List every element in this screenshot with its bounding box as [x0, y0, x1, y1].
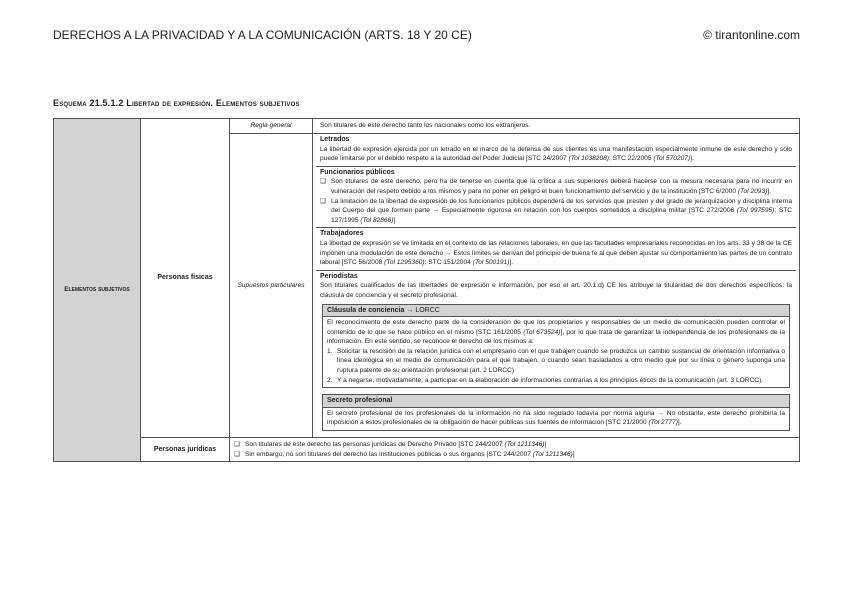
periodistas-text: Son titulares cualificados de las libertades de expresión e información, por eso el art. 20.1.d) CE les atribuye la titularidad de dos derechos específicos: la cláusula de conciencia y el secreto profesional.: [320, 282, 792, 299]
text: ; STC 151/2004: [424, 259, 473, 267]
text: Son titulares de este derecho las personas jurídicas de Derecho Privado [STC 244/2007: [245, 441, 505, 449]
clausula-title: Cláusula de conciencia: [327, 306, 405, 314]
reference: (Tol 1295360): [384, 259, 425, 267]
personas-fisicas-cell: Personas físicas: [141, 119, 230, 438]
text: ].: [767, 187, 771, 195]
text: La limitación de la libertad de expresión de los funcionarios públicos dependerá de los servicios que presten y del grado de jerarquización y disciplina interna del Cuerpo del que formen parte → Especialmente rigurosa en relación con los cuerpos sometidos a disciplina militar [STC 272/2006: [331, 197, 792, 215]
secreto-box: [322, 394, 790, 431]
reference: (Tol 2777): [648, 419, 678, 427]
reference: (Tol 500191): [472, 259, 510, 267]
trabajadores-block: [316, 228, 796, 270]
schema-table: [53, 118, 800, 462]
letrados-text: La libertad de expresión ejercida por un letrado en el marco de la defensa de sus clientes es una manifestación especialmente inmune de este derecho y sólo puede limitarse por el debido respeto a la autoridad del Poder Judicial [STC 24/2007: [320, 145, 792, 163]
list-item: [327, 376, 785, 386]
running-header-copyright: © tirantonline.com: [703, 28, 800, 42]
text: ].: [677, 419, 682, 427]
secreto-title: Secreto profesional: [327, 397, 393, 405]
text: ]: [393, 216, 396, 224]
item-text: Y a negarse, motivadamente, a participar en la elaboración de informaciones contrarias a los principios éticos de la comunicación (art. 3 LORCC).: [337, 376, 764, 384]
checkbox-bullet-icon: ❑: [234, 450, 240, 458]
elementos-subjetivos-cell: Elementos subjetivos: [54, 119, 141, 462]
funcionarios-title: Funcionarios públicos: [320, 168, 395, 176]
reference: (Tol 2093): [737, 187, 768, 195]
list-item: [320, 177, 792, 196]
checkbox-bullet-icon: ❑: [320, 197, 326, 205]
list-item: [327, 347, 785, 376]
text: El secreto profesional de los profesionales de la información no ha sido regulado todavía por norma alguna → No obstante, este derecho prohibiría la imposición a estos profesionales de la obligación de hacer públicas sus fuentes de información [STC 21/2000: [327, 409, 785, 427]
text: Sin embargo, no son titulares del derecho las instituciones públicas o sus órganos [STC 244/2007: [245, 450, 533, 458]
text: ].: [690, 155, 694, 163]
funcionarios-block: [316, 167, 796, 229]
checkbox-bullet-icon: ❑: [234, 441, 240, 449]
reference: (Tol 570207): [653, 155, 691, 163]
regla-general-label: Regla general: [230, 119, 313, 134]
letrados-title: Letrados: [320, 136, 350, 143]
item-number: 1.: [327, 347, 333, 355]
periodistas-block: [316, 271, 796, 437]
personas-juridicas-cell: Personas jurídicas: [141, 438, 230, 462]
item-text: Solicitar la rescisión de la relación jurídica con el empresario con el que trabajen cuando se produzca un cambio sustancial de orientación informativa o línea ideológica en el medio de comunicación para el que trabajen, o cuando sean trasladados a otro medio que por su línea o género suponga una ruptura patente de su orientación profesional (art. 2 LORCC): [337, 347, 785, 375]
reference: (Tol 673524): [523, 328, 561, 336]
text: ]: [544, 441, 547, 449]
reference: (Tol 1038208): [568, 155, 609, 163]
text: La libertad de expresión se ve limitada en el contexto de las relaciones laborales, en que las facultades empresariales reconocidas en los arts. 33 y 38 de la CE imponen una modulación de este derecho → Estos límites se derivan del principio de buena fe al que deben ajustar su comportamiento las partes de un contrato laboral [STC 56/2008: [320, 239, 792, 267]
item-number: 2.: [327, 376, 333, 384]
reference: (Tol 82866): [360, 216, 394, 224]
trabajadores-title: Trabajadores: [320, 230, 364, 238]
list-item: [234, 440, 795, 450]
reference: (Tol 1211346): [532, 450, 573, 458]
text: ; STC 22/2005: [608, 155, 654, 163]
running-header-title: DERECHOS A LA PRIVACIDAD Y A LA COMUNICACIÓN (ARTS. 18 Y 20 CE): [53, 28, 472, 42]
supuestos-particulares-label: Supuestos particulares: [230, 134, 313, 438]
regla-general-text: Son titulares de este derecho tanto los nacionales como los extranjeros.: [320, 121, 531, 129]
text: ; STC 127/1995: [331, 207, 793, 224]
text: El reconocimiento de este derecho parte de la consideración de que los propietarios y responsables de un medio de comunicación pueden controlar el contenido de lo que se hace público en el mismo [STC 161/2005: [327, 319, 785, 336]
clausula-box: [322, 304, 790, 389]
list-item: [234, 450, 795, 460]
reference: (Tol 1211346): [504, 441, 545, 449]
clausula-suffix: → LORCC: [406, 306, 440, 314]
list-item: [320, 197, 792, 226]
checkbox-bullet-icon: ❑: [320, 178, 326, 186]
letrados-block: [316, 134, 796, 167]
text: ]: [572, 450, 575, 458]
text: ], por lo que trata de garantizar la independencia de los profesionales de la información. En este sentido, se reconoce el derecho de los mismos a:: [327, 328, 785, 346]
periodistas-title: Periodistas: [320, 272, 358, 280]
schema-title: Esquema 21.5.1.2 Libertad de expresión. Elementos subjetivos: [53, 98, 300, 108]
text: ].: [509, 259, 514, 267]
reference: (Tol 997595): [736, 207, 775, 215]
text: Son titulares de este derecho, pero ha de tenerse en cuenta que la crítica a sus superiores deberá hacerse con la mesura necesaria para no incurrir en vulneración del respeto debido a los mismos y para no poner en peligro el buen funcionamiento del servicio y de la institución [STC 6/2000: [331, 178, 792, 195]
